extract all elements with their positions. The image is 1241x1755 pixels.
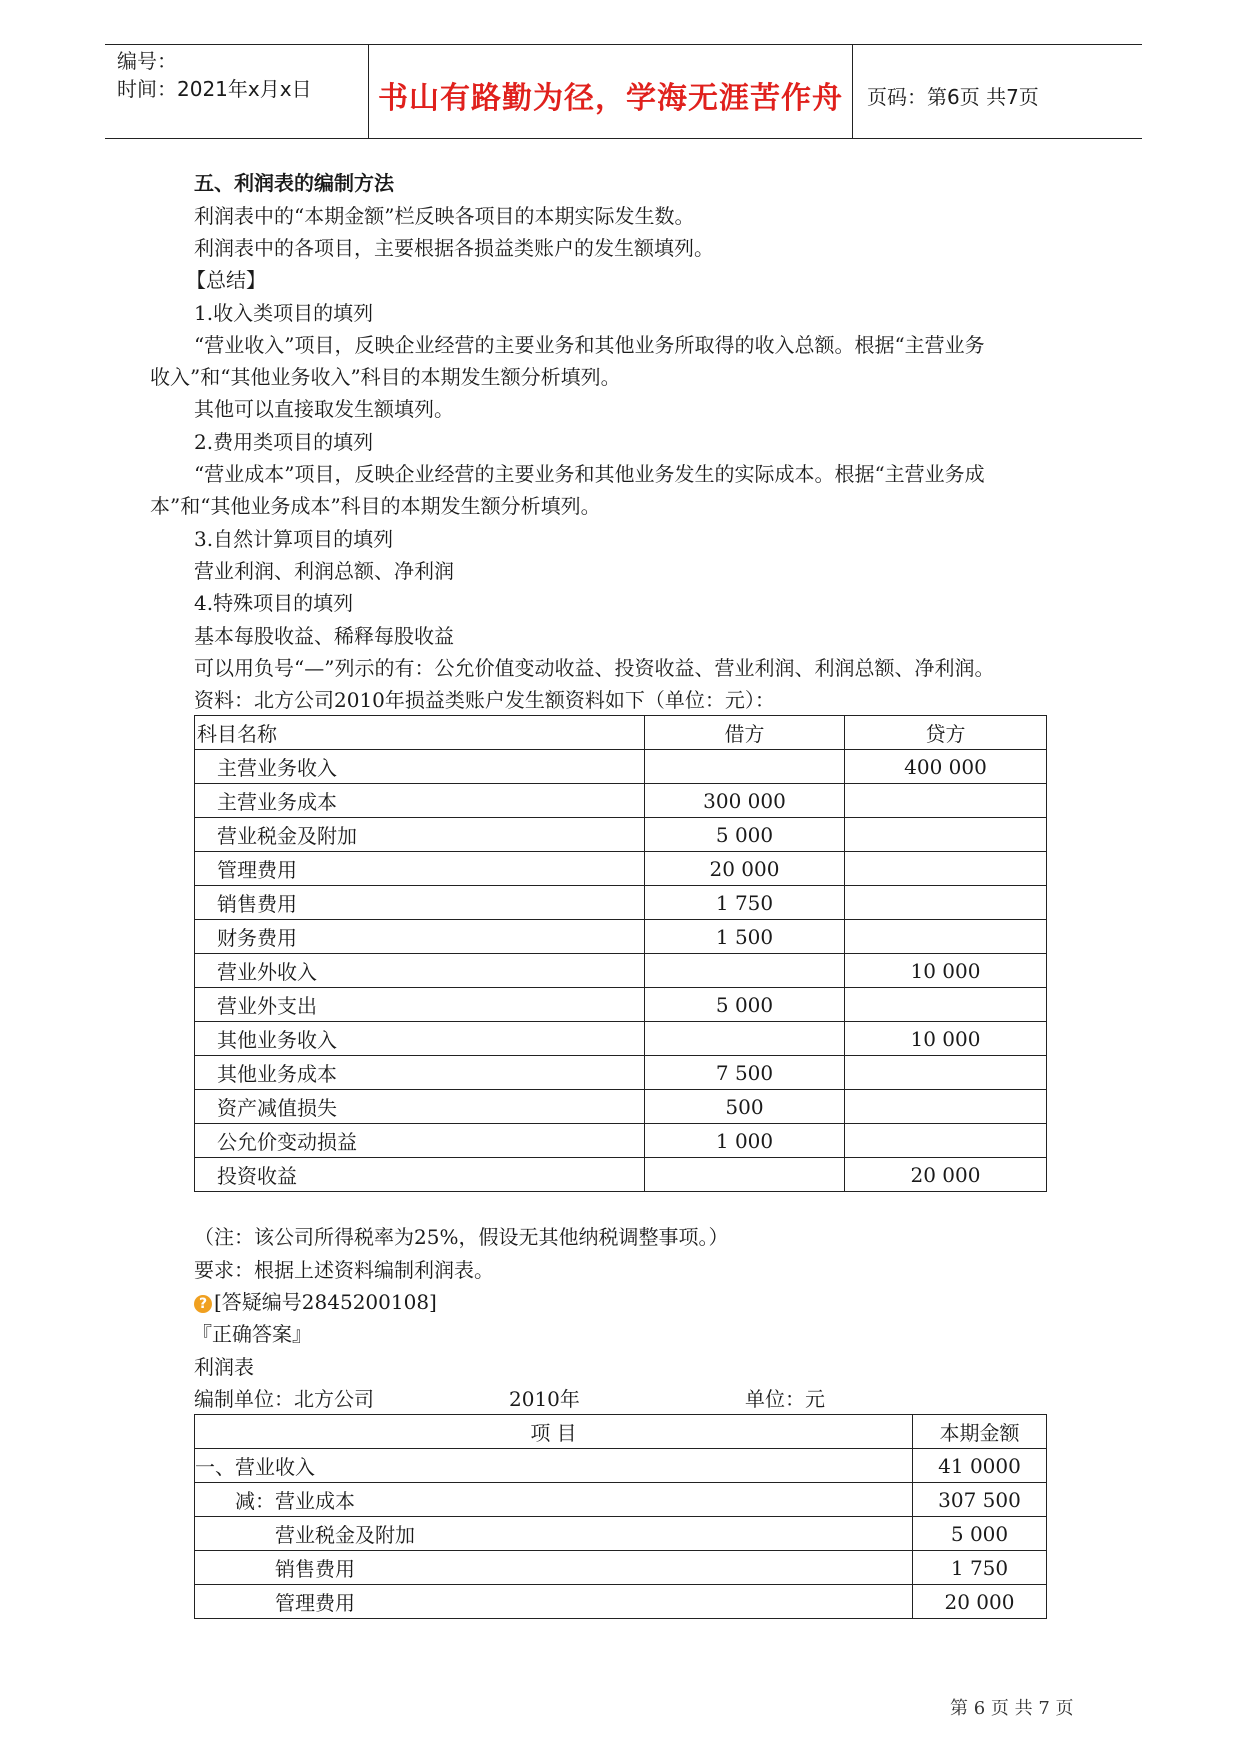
credit-cell [845, 1124, 1047, 1158]
credit-cell [845, 988, 1047, 1022]
answer-label: 『正确答案』 [192, 1322, 312, 1346]
item-cell: 销售费用 [195, 1551, 913, 1585]
item-cell: 管理费用 [195, 1585, 913, 1619]
account-name-cell: 其他业务收入 [195, 1022, 645, 1056]
section-title: 五、利润表的编制方法 [194, 171, 394, 195]
credit-cell: 10 000 [845, 954, 1047, 988]
credit-cell [845, 886, 1047, 920]
table-row [195, 1483, 1047, 1517]
requirement: 要求：根据上述资料编制利润表。 [194, 1258, 494, 1282]
account-name-cell: 主营业务收入 [195, 750, 645, 784]
debit-cell: 20 000 [645, 852, 845, 886]
debit-cell: 5 000 [645, 988, 845, 1022]
credit-cell [845, 818, 1047, 852]
account-name-cell: 营业税金及附加 [195, 818, 645, 852]
debit-cell: 7 500 [645, 1056, 845, 1090]
paragraph: 利润表中的“本期金额”栏反映各项目的本期实际发生数。 [194, 204, 695, 228]
debit-cell: 5 000 [645, 818, 845, 852]
credit-cell: 20 000 [845, 1158, 1047, 1192]
item-cell: 营业税金及附加 [195, 1517, 913, 1551]
debit-cell [645, 954, 845, 988]
subheading: 4.特殊项目的填列 [194, 591, 354, 615]
motto: 书山有路勤为径，学海无涯苦作舟 [378, 81, 843, 116]
account-name-cell: 资产减值损失 [195, 1090, 645, 1124]
header-motto-cell [369, 45, 853, 138]
account-name-cell: 管理费用 [195, 852, 645, 886]
paragraph: 基本每股收益、稀释每股收益 [194, 624, 454, 648]
debit-cell [645, 1158, 845, 1192]
table-row [195, 818, 1047, 852]
header-meta [105, 45, 369, 138]
column-header: 本期金额 [913, 1415, 1047, 1449]
debit-cell: 1 750 [645, 886, 845, 920]
account-name-cell: 营业外收入 [195, 954, 645, 988]
credit-cell [845, 784, 1047, 818]
table-header-row [195, 716, 1047, 750]
paragraph: 利润表中的各项目，主要根据各损益类账户的发生额填列。 [194, 236, 714, 260]
column-header: 项 目 [195, 1415, 913, 1449]
unit-year: 2010年 [509, 1387, 580, 1411]
amount-cell: 5 000 [913, 1517, 1047, 1551]
credit-cell [845, 920, 1047, 954]
page-header [105, 44, 1142, 139]
table-row [195, 988, 1047, 1022]
summary-label: 【总结】 [186, 268, 266, 292]
amount-cell: 20 000 [913, 1585, 1047, 1619]
table-row [195, 954, 1047, 988]
credit-cell [845, 1056, 1047, 1090]
paragraph: 本”和“其他业务成本”科目的本期发生额分析填列。 [150, 494, 601, 518]
time-label: 时间：2021年x月x日 [117, 77, 312, 101]
unit-company: 编制单位：北方公司 [194, 1387, 374, 1411]
credit-cell: 10 000 [845, 1022, 1047, 1056]
note: （注：该公司所得税率为25%，假设无其他纳税调整事项。） [194, 1225, 729, 1249]
unit-currency: 单位：元 [745, 1387, 825, 1411]
income-statement-table [194, 1414, 1047, 1619]
table-row [195, 1158, 1047, 1192]
debit-cell: 500 [645, 1090, 845, 1124]
debit-cell: 1 500 [645, 920, 845, 954]
qa-label: [答疑编号2845200108] [214, 1290, 437, 1314]
credit-cell [845, 1090, 1047, 1124]
paragraph: “营业收入”项目，反映企业经营的主要业务和其他业务所取得的收入总额。根据“主营业务 [194, 333, 985, 357]
serial-label: 编号： [117, 49, 177, 73]
credit-cell: 400 000 [845, 750, 1047, 784]
subheading: 3.自然计算项目的填列 [194, 527, 394, 551]
paragraph: 其他可以直接取发生额填列。 [194, 397, 454, 421]
table-row [195, 920, 1047, 954]
page-footer: 第 6 页 共 7 页 [950, 1698, 1074, 1719]
paragraph: 营业利润、利润总额、净利润 [194, 559, 454, 583]
page-info: 页码：第6页 共7页 [867, 85, 1039, 109]
paragraph: 资料：北方公司2010年损益类账户发生额资料如下（单位：元）： [194, 688, 775, 712]
account-name-cell: 其他业务成本 [195, 1056, 645, 1090]
column-header: 借方 [645, 716, 845, 750]
table-row [195, 1056, 1047, 1090]
table-row [195, 1517, 1047, 1551]
credit-cell [845, 852, 1047, 886]
table-row [195, 852, 1047, 886]
table-row [195, 1551, 1047, 1585]
debit-cell [645, 1022, 845, 1056]
account-name-cell: 销售费用 [195, 886, 645, 920]
paragraph: 可以用负号“—”列示的有：公允价值变动收益、投资收益、营业利润、利润总额、净利润。 [194, 656, 995, 680]
table-row [195, 1124, 1047, 1158]
statement-title: 利润表 [194, 1355, 254, 1379]
table-row [195, 784, 1047, 818]
debit-cell: 300 000 [645, 784, 845, 818]
account-name-cell: 主营业务成本 [195, 784, 645, 818]
table-header-row [195, 1415, 1047, 1449]
debit-cell: 1 000 [645, 1124, 845, 1158]
debit-cell [645, 750, 845, 784]
item-cell: 减：营业成本 [195, 1483, 913, 1517]
ledger-table [194, 715, 1047, 1192]
account-name-cell: 财务费用 [195, 920, 645, 954]
amount-cell: 307 500 [913, 1483, 1047, 1517]
subheading: 2.费用类项目的填列 [194, 430, 374, 454]
item-cell: 一、营业收入 [195, 1449, 913, 1483]
paragraph: 收入”和“其他业务收入”科目的本期发生额分析填列。 [150, 365, 621, 389]
account-name-cell: 投资收益 [195, 1158, 645, 1192]
table-row [195, 750, 1047, 784]
column-header: 科目名称 [195, 716, 645, 750]
amount-cell: 41 0000 [913, 1449, 1047, 1483]
subheading: 1.收入类项目的填列 [194, 301, 374, 325]
table-row [195, 1022, 1047, 1056]
header-page-cell [853, 45, 1142, 138]
paragraph: “营业成本”项目，反映企业经营的主要业务和其他业务发生的实际成本。根据“主营业务成 [194, 462, 985, 486]
table-row [195, 1585, 1047, 1619]
question-icon: ? [194, 1295, 212, 1313]
account-name-cell: 公允价变动损益 [195, 1124, 645, 1158]
table-row [195, 1090, 1047, 1124]
qa-reference [194, 1289, 437, 1315]
table-row [195, 1449, 1047, 1483]
table-row [195, 886, 1047, 920]
amount-cell: 1 750 [913, 1551, 1047, 1585]
column-header: 贷方 [845, 716, 1047, 750]
account-name-cell: 营业外支出 [195, 988, 645, 1022]
